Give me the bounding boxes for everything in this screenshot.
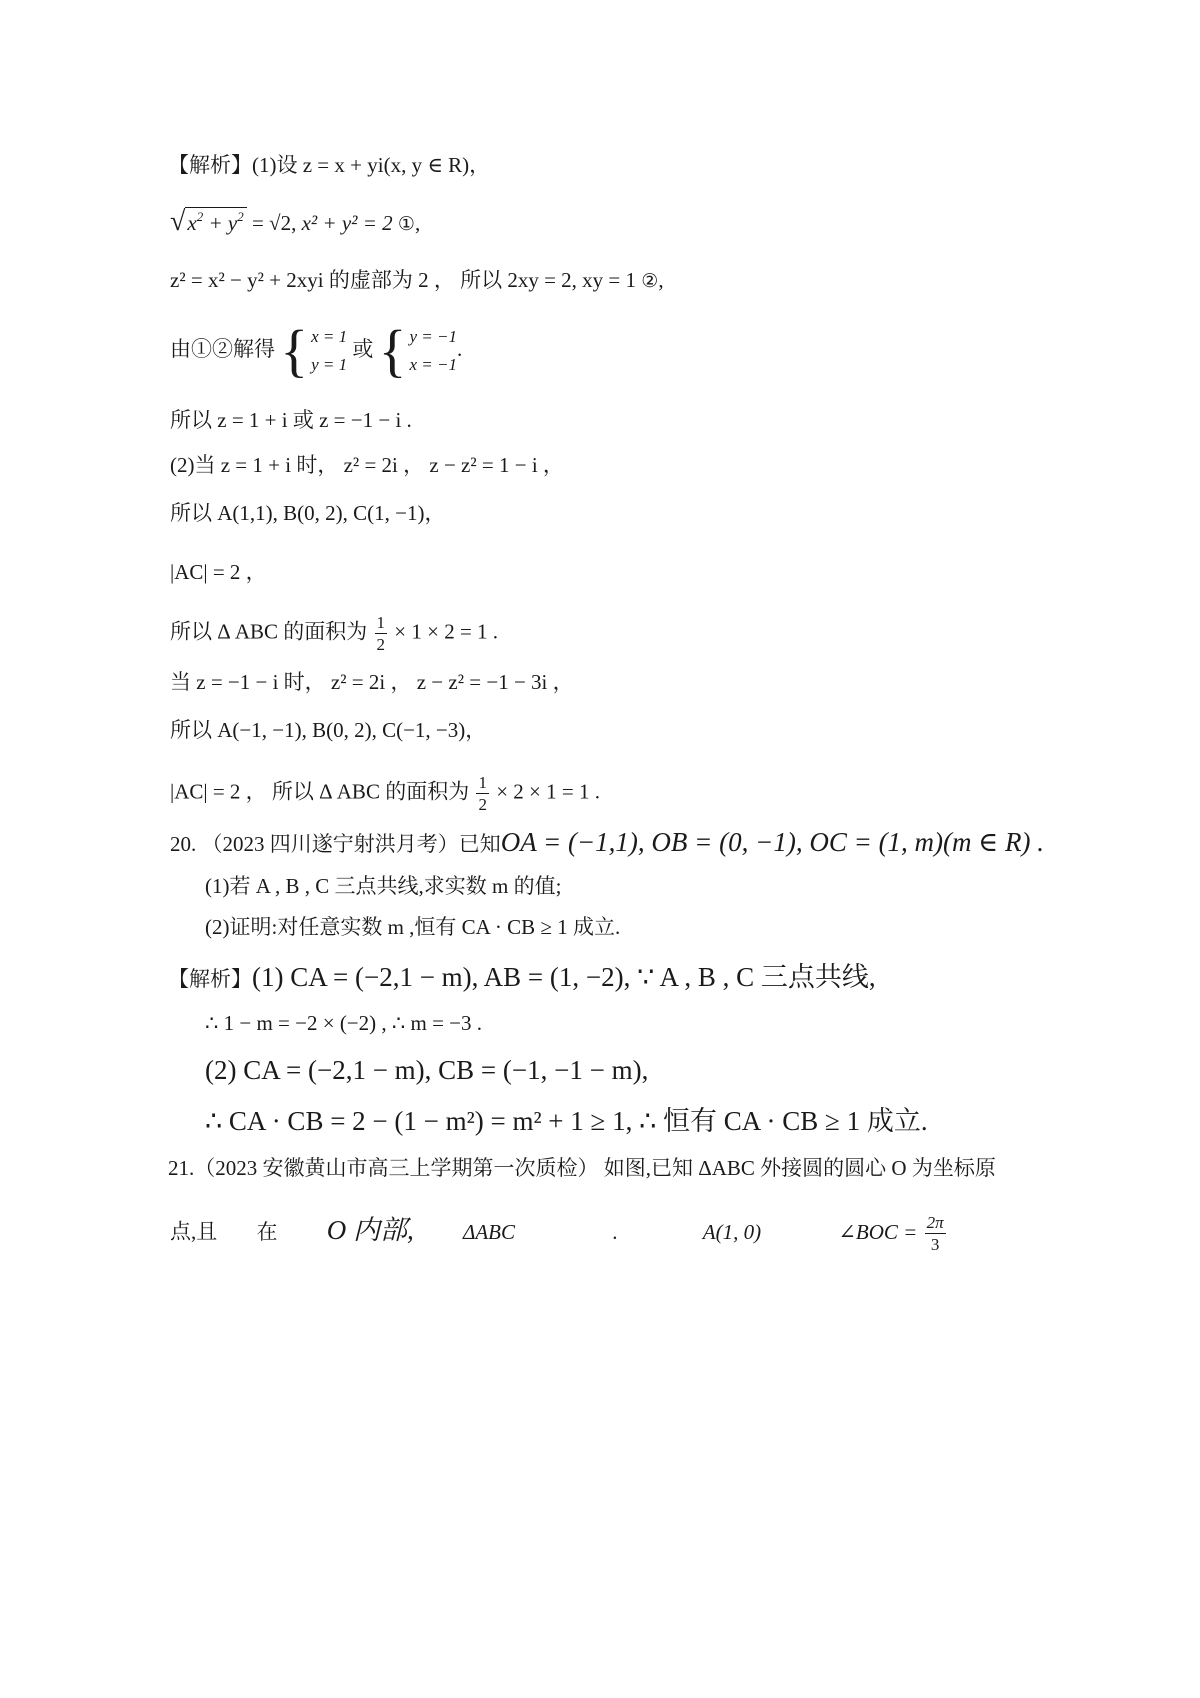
equation-system-2: { y = −1 x = −1 [378,318,457,383]
circle-one-mark: ① [397,213,415,235]
fraction-half-2: $\frac{1}{2}$ [478,773,487,815]
question-number: 20. [170,832,197,856]
question-20-part-2: (2)证明:对任意实数 m ,恒有 CA · CB ≥ 1 成立. [205,915,621,939]
solution-line-3: z² = x² − y² + 2xyi 的虚部为 2 ， 所以 2xy = 2, xy = 1 ②, [170,268,664,292]
solution-line-2: $√x^2 + y^2 = √2$, x² + y² = 2 ①, [170,206,421,237]
solution-line-8: |AC| = 2 ， [170,560,267,584]
fraction-half: $\frac{1}{2}$ [376,613,386,655]
solution-line-6: (2)当 z = 1 + i 时， z² = 2i ， z − z² = 1 − i ， [170,453,564,477]
question-21-line-1: 21.（2023 安徽黄山市高三上学期第一次质检） 如图,已知 ΔABC 外接圆的圆心 O 为坐标原 [168,1156,996,1180]
solution-line-11: 所以 A(−1, −1), B(0, 2), C(−1, −3)， [170,718,487,742]
solution-line-1: 【解析】(1)设 z = x + yi(x, y ∈ R)， [168,153,491,177]
solution-line-7: 所以 A(1,1), B(0, 2), C(1, −1)， [170,501,446,525]
solution-line-9: 所以 Δ ABC 的面积为 $\frac{1}{2}$ × 1 × 2 = 1 . [170,613,499,655]
question-20-solution-3: (2) CA = (−2,1 − m), CB = (−1, −1 − m), [205,1055,649,1085]
solution-line-4: 由①②解得 { x = 1 y = 1 或 { y = −1 x = −1 . [170,318,463,383]
solution-line-5: 所以 z = 1 + i 或 z = −1 − i . [170,408,412,432]
solution-line-12: |AC| = 2 ， 所以 Δ ABC 的面积为 $\frac{1}{2}$ × 2 × 1 = 1 . [170,773,600,815]
circle-two-mark: ② [641,270,659,292]
solution-line-10: 当 z = −1 − i 时， z² = 2i ， z − z² = −1 − 3i ， [170,670,574,694]
question-21-line-2: 点,且 在 O 内部, ΔABC . A(1, 0) ∠BOC = $\frac{2\pi}{3}$ [170,1213,944,1255]
given-vectors: OA = (−1,1), OB = (0, −1), OC = (1, m)(m ∈ R) . [500,827,1045,857]
question-20-part-1: (1)若 A , B , C 三点共线,求实数 m 的值; [205,874,562,898]
fraction-two-pi-over-three: $\frac{2\pi}{3}$ [926,1213,944,1255]
question-20-solution-4: ∴ CA · CB = 2 − (1 − m²) = m² + 1 ≥ 1, ∴ 恒有 CA · CB ≥ 1 成立. [205,1106,928,1136]
equation-system-1: { x = 1 y = 1 [280,318,348,383]
solution-bracket: 【解析】 [168,153,252,177]
question-20-header: 20. （2023 四川遂宁射洪月考）已知OA = (−1,1), OB = (0, −1), OC = (1, m)(m ∈ R) . [170,827,1045,857]
question-20-solution-2: ∴ 1 − m = −2 × (−2) , ∴ m = −3 . [205,1011,483,1035]
question-20-solution-1: 【解析】(1) CA = (−2,1 − m), AB = (1, −2), ∵ A , B , C 三点共线, [168,962,876,992]
